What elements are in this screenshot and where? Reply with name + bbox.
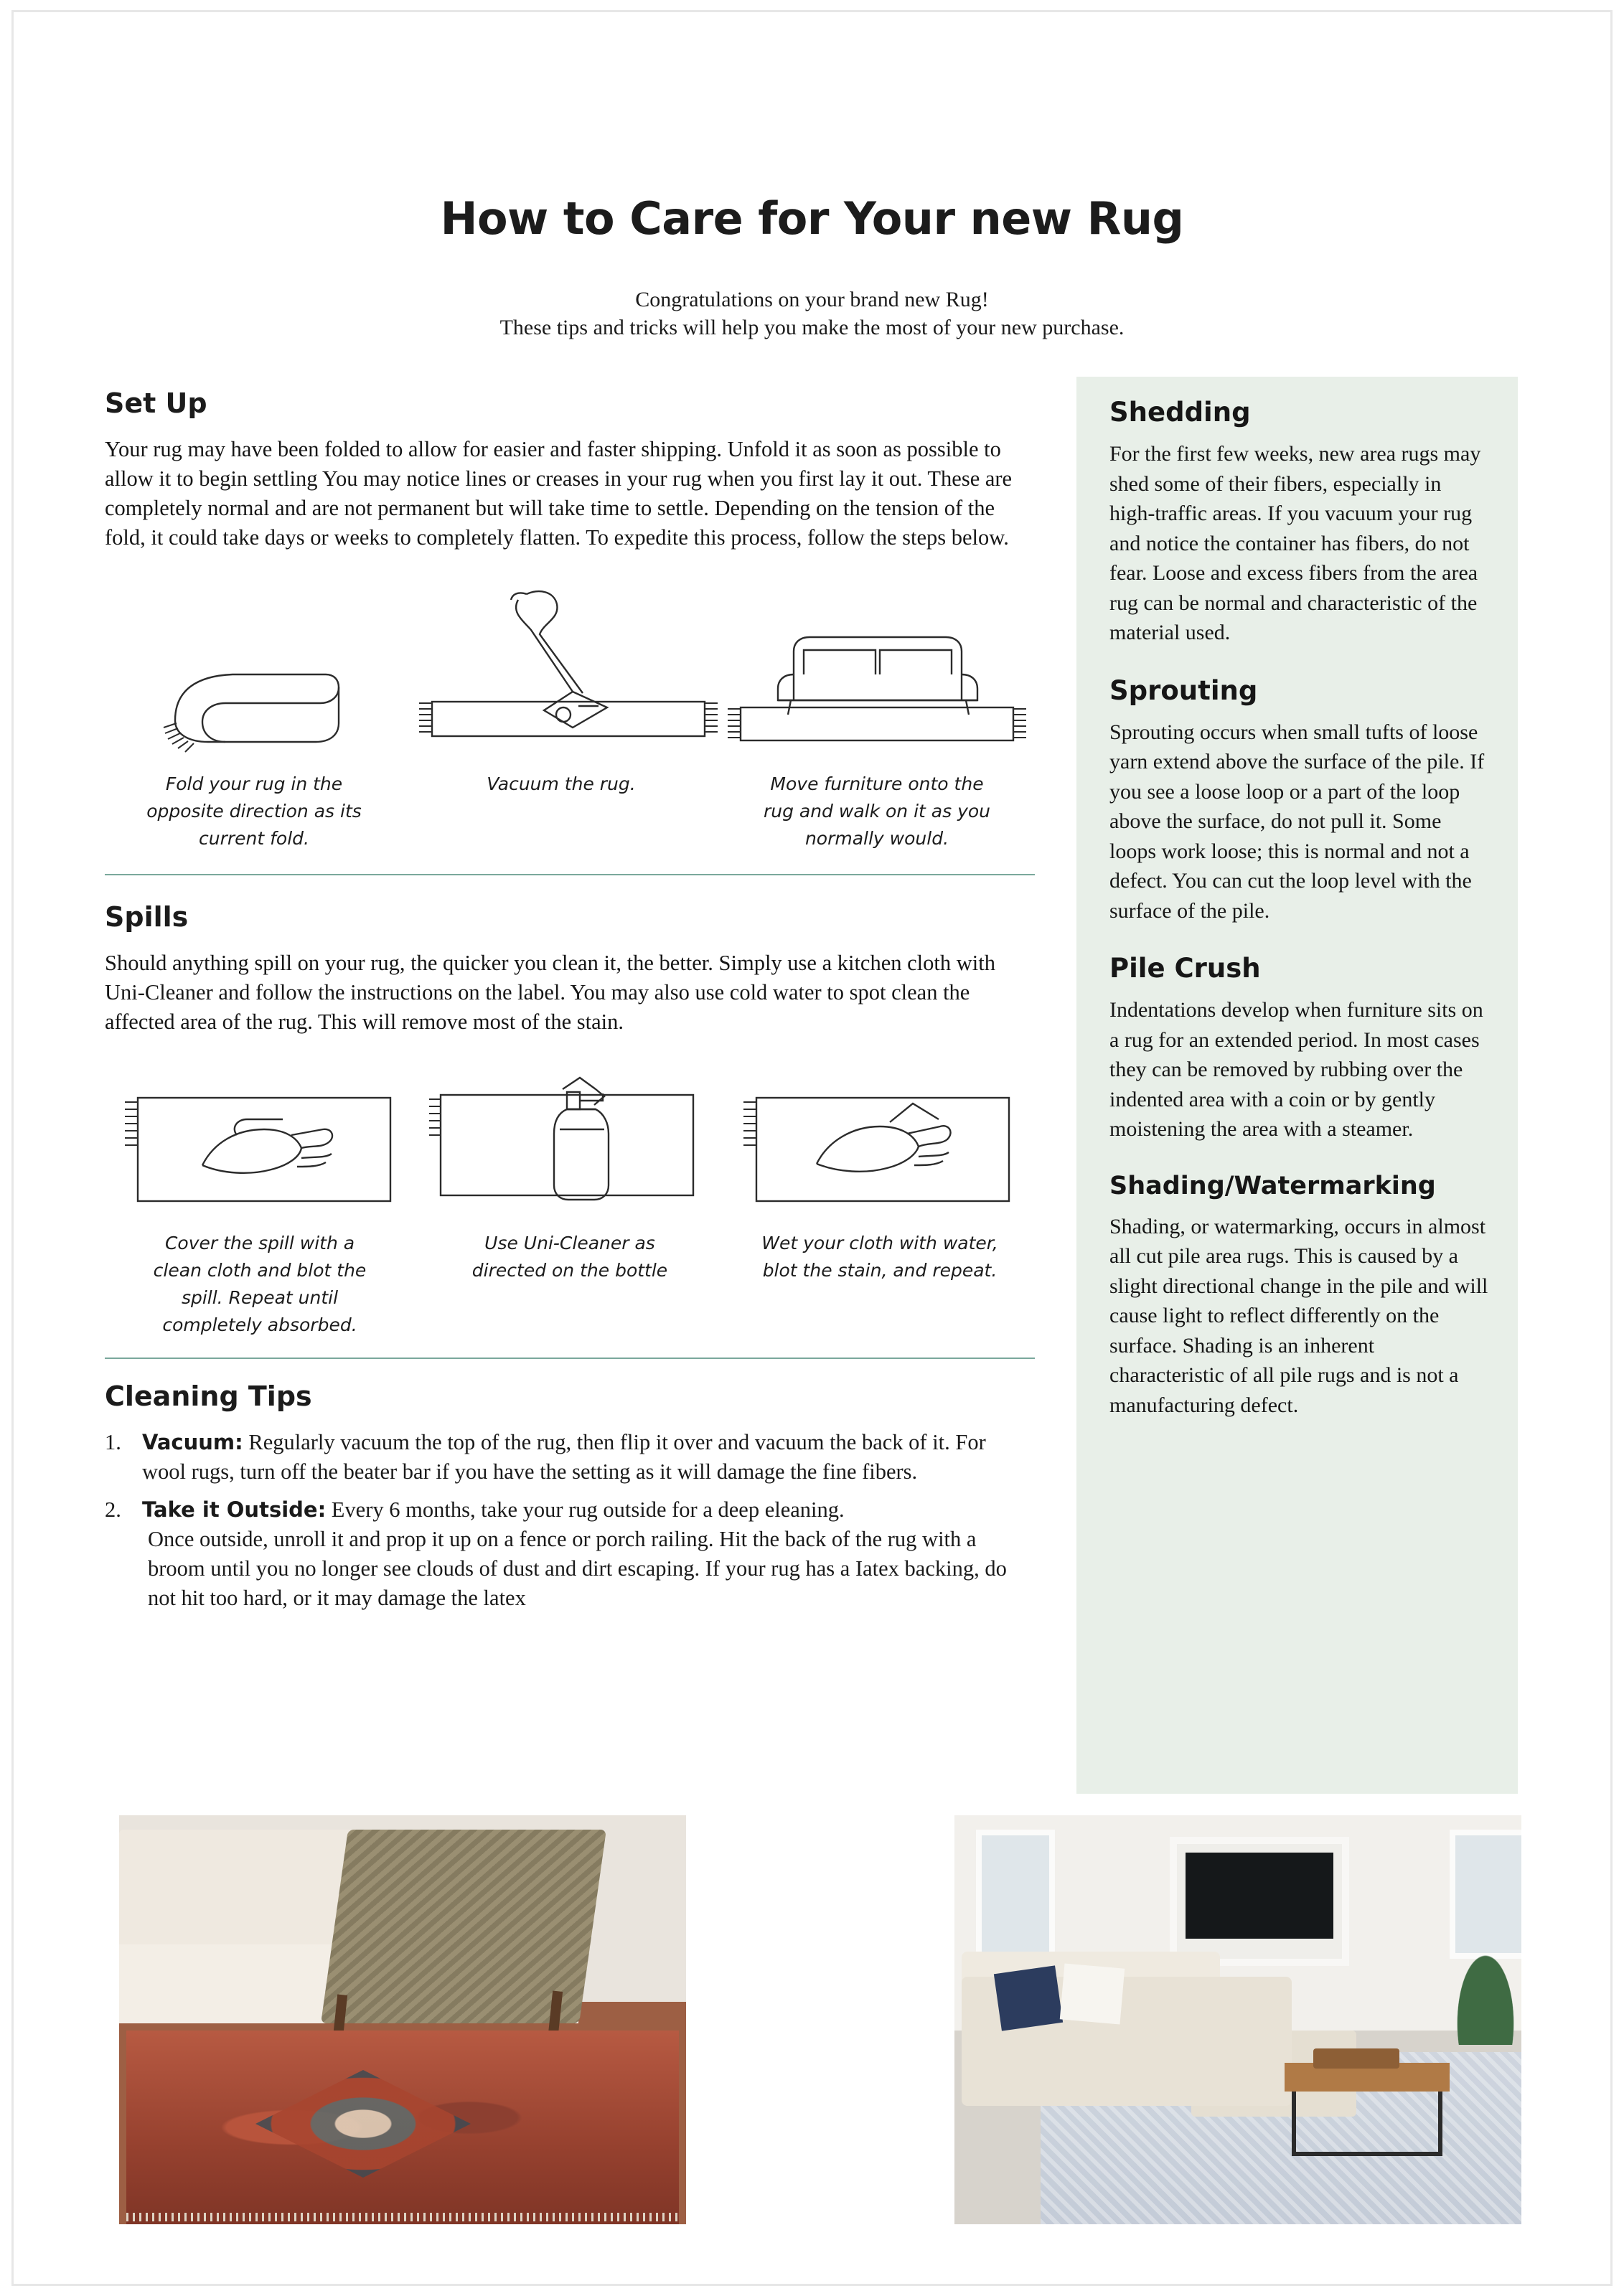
spray-bottle-icon	[426, 1061, 713, 1215]
list-item	[105, 1495, 1035, 1613]
figure-fold-rug	[105, 577, 403, 852]
vacuum-cleaner-icon	[403, 577, 719, 756]
folded-rug-icon	[146, 577, 362, 756]
figure-caption: Move furniture onto the rug and walk on it as you normally would.	[763, 773, 991, 849]
subtitle-line-1: Congratulations on your brand new Rug!	[635, 288, 989, 311]
section-heading-setup: Set Up	[105, 387, 207, 419]
sidebar-body-shading-watermarking: Shading, or watermarking, occurs in almost all cut pile area rugs. This is caused by a slight directional change in the pile and will cause light to reflect differently on the surface. Shading is an inherent characteristic of all pile rugs and is not a manufacturing defect.	[1109, 1214, 1488, 1417]
tip-label: Vacuum:	[142, 1430, 243, 1454]
figure-vacuum-rug	[403, 577, 719, 852]
list-number: 1.	[105, 1430, 121, 1454]
tip-text: Every 6 months, take your rug outside for a deep eleaning.	[326, 1497, 845, 1522]
sidebar-heading-sprouting: Sprouting	[1109, 674, 1258, 706]
spills-figures	[105, 1061, 1035, 1339]
sidebar-body-sprouting: Sprouting occurs when small tufts of loose yarn extend above the surface of the pile. If you see a loose loop or a part of the loop above the surface, do not pull it. Some loops work loose; this is normal and not a defect. You can cut the loop level with the surface of the pile.	[1109, 720, 1485, 923]
page-subtitle	[0, 286, 1624, 342]
section-body-setup: Your rug may have been folded to allow for easier and faster shipping. Unfold it as soon as possible to allow it to begin settling You may notice lines or creases in your rug when you first lay it out. These are completely normal and are not permanent but will take time to settle. Depending on the tension of the fold, it could take days or weeks to completely flatten. To expedite this process, follow the steps below.	[105, 437, 1013, 550]
hand-blotting-cloth-icon	[116, 1061, 403, 1215]
tip-subtext: Once outside, unroll it and prop it up on a fence or porch railing. Hit the back of the rug with a broom until you no longer see clouds of dust and dirt escaping. If your rug has a Iatex backing, do not hit too hard, or it may damage the latex	[148, 1527, 1007, 1610]
figure-move-furniture	[719, 577, 1035, 852]
sidebar-body-shedding: For the first few weeks, new area rugs may shed some of their fibers, especially in high-traffic areas. If you vacuum your rug and notice the container has fibers, do not fear. Loose and excess fibers from the area rug can be normal and characteristic of the material used.	[1109, 442, 1481, 644]
figure-caption: Wet your cloth with water, blot the stain, and repeat.	[761, 1233, 998, 1281]
figure-caption: Vacuum the rug.	[487, 773, 636, 794]
hand-wet-cloth-icon	[736, 1061, 1023, 1215]
section-body-spills: Should anything spill on your rug, the quicker you clean it, the better. Simply use a kitchen cloth with Uni-Cleaner and follow the instructions on the label. You may also use cold water to spot clean the affected area of the rug. This will remove most of the stain.	[105, 951, 995, 1034]
section-heading-spills: Spills	[105, 901, 189, 933]
figure-caption: Use Uni-Cleaner as directed on the bottle	[471, 1233, 668, 1281]
sidebar-body-pile-crush: Indentations develop when furniture sits on a rug for an extended period. In most cases they can be removed by rubbing over the indented area with a coin or by gently moistening the area with a steamer.	[1109, 998, 1483, 1141]
figure-caption: Cover the spill with a clean cloth and blot the spill. Repeat until completely absorbed.	[153, 1233, 367, 1335]
figure-wet-cloth	[725, 1061, 1035, 1339]
page-title: How to Care for Your new Rug	[440, 192, 1184, 245]
figure-blot-spill	[105, 1061, 415, 1339]
cleaning-tips-list	[105, 1428, 1035, 1613]
photo-living-room-rug	[954, 1815, 1521, 2224]
setup-figures	[105, 577, 1035, 852]
sidebar-heading-shading-watermarking: Shading/Watermarking	[1109, 1171, 1436, 1200]
sidebar-heading-pile-crush: Pile Crush	[1109, 953, 1261, 984]
tip-text: Regularly vacuum the top of the rug, then flip it over and vacuum the back of it. For wool rugs, turn off the beater bar if you have the setting as it will damage the fine fibers.	[142, 1430, 986, 1484]
figure-caption: Fold your rug in the opposite direction as its current fold.	[146, 773, 362, 849]
section-heading-cleaning-tips: Cleaning Tips	[105, 1380, 312, 1412]
divider-2	[105, 1358, 1035, 1359]
list-item	[105, 1428, 1035, 1487]
divider-1	[105, 874, 1035, 875]
sidebar-heading-shedding: Shedding	[1109, 397, 1251, 428]
main-content	[105, 387, 1035, 1622]
figure-spray-cleaner	[415, 1061, 725, 1339]
list-number: 2.	[105, 1497, 121, 1522]
sidebar	[1076, 377, 1518, 1794]
photo-rug-under-bench	[119, 1815, 686, 2224]
subtitle-line-2: These tips and tricks will help you make the most of your new purchase.	[499, 316, 1125, 339]
tip-label: Take it Outside:	[142, 1497, 327, 1522]
sofa-on-rug-icon	[719, 577, 1035, 756]
